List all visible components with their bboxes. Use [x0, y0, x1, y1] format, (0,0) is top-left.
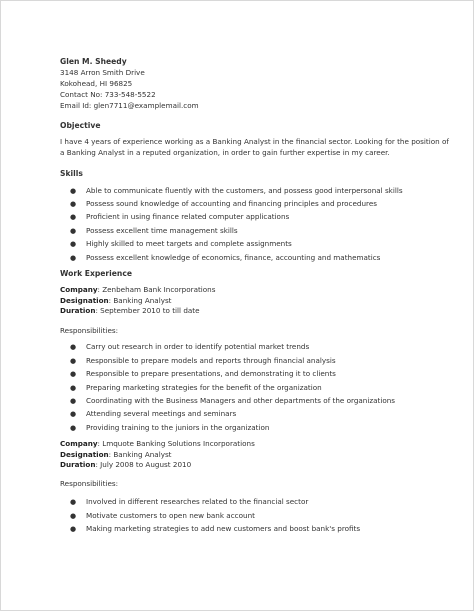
skill-item: ● Highly skilled to meet targets and complete assignments — [70, 239, 292, 249]
address-line-2: Kokohead, HI 96825 — [60, 79, 133, 89]
bullet-icon: ● — [70, 383, 77, 392]
responsibility-item: ● Carry out research in order to identify potential market trends — [70, 342, 310, 352]
responsibility-item: ● Coordinating with the Business Managers and other departments of the organizations — [70, 396, 396, 405]
bullet-icon: ● — [70, 511, 77, 520]
company-label: Company — [60, 439, 98, 449]
email-id: Email Id: glen7711@examplemail.com — [60, 100, 199, 110]
skill-item: ● Possess excellent time management skills — [70, 225, 238, 235]
duration-line — [60, 306, 455, 316]
company-value: : Zenbeham Bank Incorporations — [97, 285, 216, 295]
bullet-icon: ● — [70, 343, 77, 352]
objective-heading: Objective — [60, 121, 101, 131]
responsibility-item: ● Making marketing strategies to add new customers and boost bank's profits — [70, 523, 361, 533]
skill-item: ● Possess sound knowledge of accounting and financing principles and procedures — [70, 199, 377, 209]
bullet-icon: ● — [70, 240, 77, 249]
bullet-icon: ● — [70, 356, 77, 365]
skill-item: ● Proficient in using finance related computer applications — [70, 212, 290, 222]
skills-list — [60, 186, 455, 263]
responsibilities-list — [60, 342, 455, 432]
bullet-icon: ● — [70, 253, 77, 262]
company-label: Company — [60, 285, 98, 295]
bullet-icon: ● — [70, 186, 77, 195]
bullet-icon: ● — [70, 200, 77, 209]
work-experience-heading: Work Experience — [60, 268, 132, 278]
duration-line — [60, 460, 455, 470]
responsibility-item: ● Responsible to prepare models and reports through financial analysis — [70, 355, 336, 365]
responsibility-item: ● Motivate customers to open new bank account — [70, 510, 255, 520]
company-value: : Lmquote Banking Solutions Incorporations — [97, 439, 255, 449]
company-line — [60, 439, 455, 449]
skill-item: ● Able to communicate fluently with the customers, and possess good interpersonal skills — [70, 185, 403, 195]
designation-value: : Banking Analyst — [108, 295, 172, 305]
skill-item: ● Possess excellent knowledge of economics, finance, accounting and mathematics — [70, 252, 381, 262]
bullet-icon: ● — [70, 226, 77, 235]
responsibilities-label: Responsibilities: — [60, 479, 119, 489]
duration-value: : September 2010 to till date — [95, 306, 200, 316]
objective-text: I have 4 years of experience working as a Banking Analyst in the financial sector. Looking for the position of a Banking Analyst in a reputed organization, in order to gain further expertise in my career. — [60, 137, 449, 158]
skills-heading: Skills — [60, 168, 83, 178]
designation-line — [60, 450, 455, 460]
bullet-icon: ● — [70, 370, 77, 379]
designation-line — [60, 296, 455, 306]
responsibilities-list — [60, 497, 455, 534]
company-line — [60, 285, 455, 295]
responsibility-item: ● Responsible to prepare presentations, and demonstrating it to clients — [70, 369, 336, 379]
duration-label: Duration — [60, 306, 96, 316]
designation-label: Designation — [60, 449, 109, 459]
responsibility-item: ● Providing training to the juniors in the organization — [70, 422, 270, 432]
responsibility-item: ● Preparing marketing strategies for the benefit of the organization — [70, 382, 322, 392]
address-line-1: 3148 Arron Smith Drive — [60, 68, 145, 78]
contact-number: Contact No: 733-548-5522 — [60, 89, 156, 99]
bullet-icon: ● — [70, 397, 77, 405]
bullet-icon: ● — [70, 423, 77, 432]
bullet-icon: ● — [70, 213, 77, 222]
candidate-name: Glen M. Sheedy — [60, 57, 127, 66]
duration-value: : July 2008 to August 2010 — [95, 459, 192, 469]
job-entry-1 — [60, 285, 455, 432]
bullet-icon: ● — [70, 524, 77, 533]
responsibilities-label: Responsibilities: — [60, 325, 119, 335]
bullet-icon: ● — [70, 410, 77, 419]
designation-label: Designation — [60, 295, 109, 305]
bullet-icon: ● — [70, 498, 77, 507]
duration-label: Duration — [60, 459, 96, 469]
responsibility-item: ● Involved in different researches related to the financial sector — [70, 497, 309, 507]
resume-content — [60, 57, 455, 537]
responsibility-item: ● Attending several meetings and seminars — [70, 409, 237, 419]
designation-value: : Banking Analyst — [108, 449, 172, 459]
job-entry-2 — [60, 439, 455, 534]
